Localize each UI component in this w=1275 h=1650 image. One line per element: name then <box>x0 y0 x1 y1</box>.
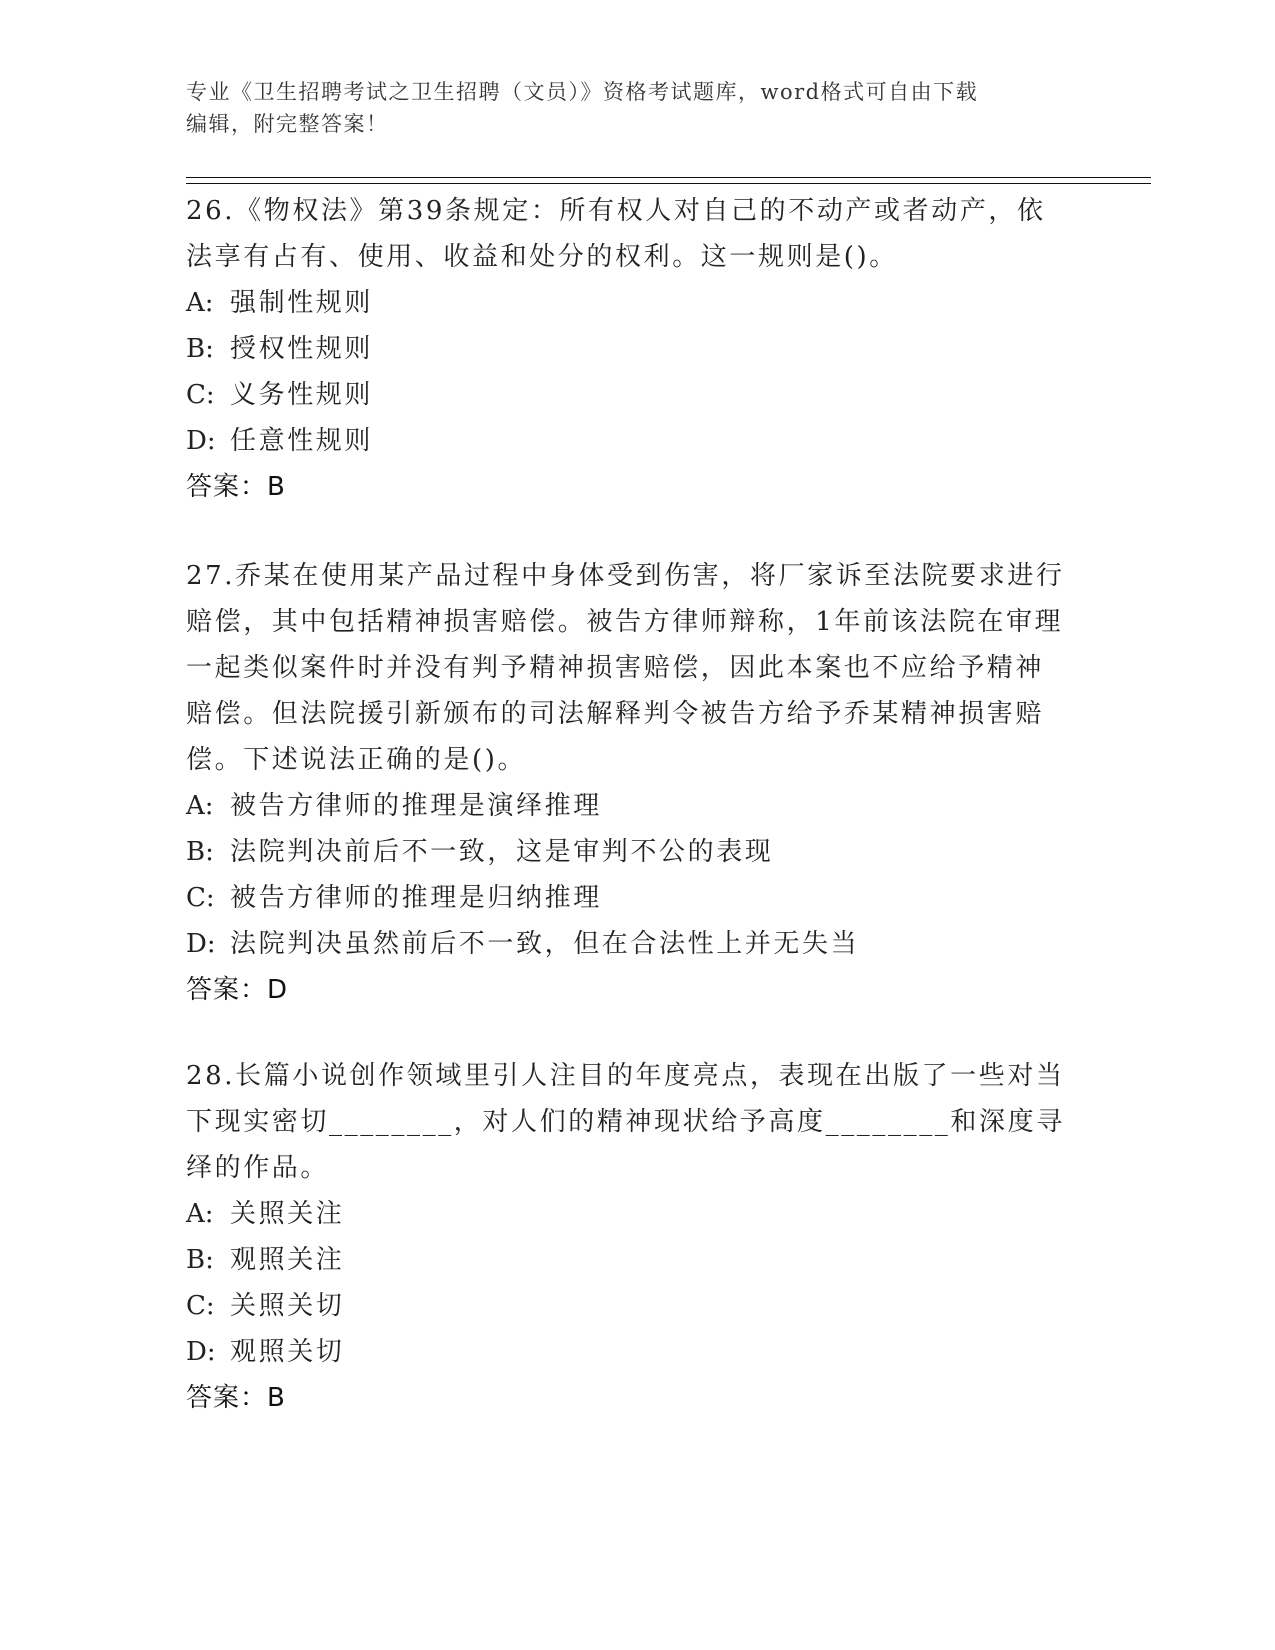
option-text: 被告方律师的推理是归纳推理 <box>230 883 602 913</box>
question-stem-line: 法享有占有、使用、收益和处分的权利。这一规则是()。 <box>186 242 898 272</box>
header-line-2: 编辑，附完整答案！ <box>186 112 389 136</box>
header-divider-top <box>186 177 1151 178</box>
option-text: 法院判决前后不一致，这是审判不公的表现 <box>230 837 774 867</box>
option-key: D: <box>186 1337 216 1367</box>
option-text: 强制性规则 <box>230 288 374 318</box>
option-key: D: <box>186 929 216 959</box>
option-c <box>186 875 1086 921</box>
answer-line: 答案：B <box>186 1383 286 1413</box>
question-stem-line: 赔偿，其中包括精神损害赔偿。被告方律师辩称，1年前该法院在审理 <box>186 607 1064 637</box>
option-text: 关照关注 <box>230 1199 345 1229</box>
option-text: 观照关切 <box>230 1337 345 1367</box>
question-28 <box>186 1053 1086 1421</box>
header-divider-bottom <box>186 183 1151 184</box>
option-b <box>186 1237 1086 1283</box>
option-b <box>186 829 1086 875</box>
question-stem-line: 下现实密切________，对人们的精神现状给予高度________和深度寻 <box>186 1107 1065 1137</box>
option-d <box>186 418 1086 464</box>
option-key: B: <box>186 837 214 867</box>
option-d <box>186 1329 1086 1375</box>
option-key: B: <box>186 1245 214 1275</box>
option-text: 义务性规则 <box>230 380 374 410</box>
answer-line: 答案：B <box>186 472 286 502</box>
option-c <box>186 372 1086 418</box>
option-key: D: <box>186 426 216 456</box>
question-27 <box>186 553 1086 1013</box>
option-key: B: <box>186 334 214 364</box>
question-stem-line: 偿。下述说法正确的是()。 <box>186 745 527 775</box>
option-text: 关照关切 <box>230 1291 345 1321</box>
option-key: C: <box>186 1291 215 1321</box>
option-key: A: <box>186 288 214 318</box>
option-a <box>186 783 1086 829</box>
header-line-1: 专业《卫生招聘考试之卫生招聘（文员）》资格考试题库，word格式可自由下载 <box>186 80 979 104</box>
option-text: 观照关注 <box>230 1245 345 1275</box>
option-text: 法院判决虽然前后不一致，但在合法性上并无失当 <box>230 929 860 959</box>
option-text: 任意性规则 <box>230 426 374 456</box>
option-key: A: <box>186 791 214 821</box>
question-26 <box>186 188 1086 510</box>
option-key: C: <box>186 883 215 913</box>
option-a <box>186 1191 1086 1237</box>
option-b <box>186 326 1086 372</box>
option-c <box>186 1283 1086 1329</box>
question-stem-line: 赔偿。但法院援引新颁布的司法解释判令被告方给予乔某精神损害赔 <box>186 699 1045 729</box>
option-key: C: <box>186 380 215 410</box>
option-text: 授权性规则 <box>230 334 374 364</box>
question-stem-line: 28.长篇小说创作领域里引人注目的年度亮点，表现在出版了一些对当 <box>186 1061 1065 1091</box>
option-a <box>186 280 1086 326</box>
question-stem-line: 一起类似案件时并没有判予精神损害赔偿，因此本案也不应给予精神 <box>186 653 1045 683</box>
question-stem-line: 27.乔某在使用某产品过程中身体受到伤害，将厂家诉至法院要求进行 <box>186 561 1065 591</box>
answer-line: 答案：D <box>186 975 289 1005</box>
header-note <box>186 76 1066 140</box>
option-key: A: <box>186 1199 214 1229</box>
option-d <box>186 921 1086 967</box>
question-stem-line: 绎的作品。 <box>186 1153 330 1183</box>
question-stem-line: 26.《物权法》第39条规定：所有权人对自己的不动产或者动产，依 <box>186 196 1046 226</box>
option-text: 被告方律师的推理是演绎推理 <box>230 791 602 821</box>
